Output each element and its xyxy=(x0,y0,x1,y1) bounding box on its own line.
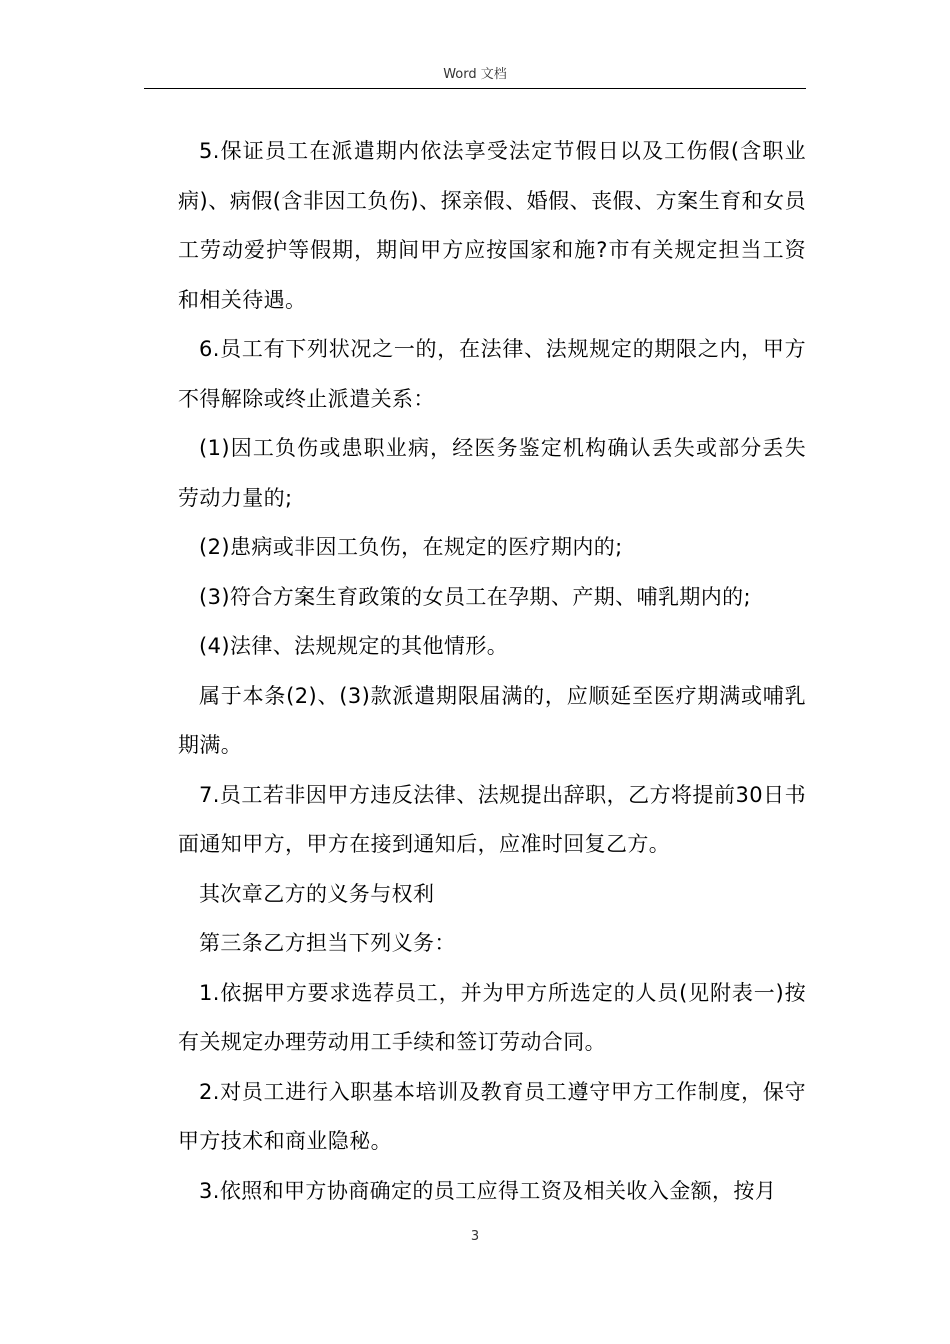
paragraph-clause-7: 7.员工若非因甲方违反法律、法规提出辞职，乙方将提前30日书面通知甲方，甲方在接到通知后，应准时回复乙方。 xyxy=(178,782,806,856)
paragraph-duty-1: 1.依据甲方要求选荐员工，并为甲方所选定的人员(见附表一)按有关规定办理劳动用工手续和签订劳动合同。 xyxy=(178,980,806,1054)
document-header-label: Word 文档 xyxy=(443,67,507,82)
paragraph-item-4: (4)法律、法规规定的其他情形。 xyxy=(199,634,509,658)
chapter-heading: 其次章乙方的义务与权利 xyxy=(199,881,435,906)
paragraph-duty-3: 3.依照和甲方协商确定的员工应得工资及相关收入金额，按月 xyxy=(199,1178,777,1203)
paragraph-item-2: (2)患病或非因工负伤，在规定的医疗期内的; xyxy=(199,535,623,559)
paragraph-clause-5: 5.保证员工在派遣期内依法享受法定节假日以及工伤假(含职业病)、病假(含非因工负伤)、探亲假、婚假、丧假、方案生育和女员工劳动爱护等假期，期间甲方应按国家和施?市有关规定担当工资和相关待遇。 xyxy=(178,139,806,312)
paragraph-duty-2: 2.对员工进行入职基本培训及教育员工遵守甲方工作制度，保守甲方技术和商业隐秘。 xyxy=(178,1079,806,1153)
paragraph-clause-6: 6.员工有下列状况之一的，在法律、法规规定的期限之内，甲方不得解除或终止派遣关系： xyxy=(178,337,806,411)
article-heading: 第三条乙方担当下列义务： xyxy=(199,931,456,955)
page-number: 3 xyxy=(470,1229,480,1244)
document-body xyxy=(178,127,806,1216)
paragraph-item-3: (3)符合方案生育政策的女员工在孕期、产期、哺乳期内的; xyxy=(199,584,752,609)
paragraph-extension-note: 属于本条(2)、(3)款派遣期限届满的，应顺延至医疗期满或哺乳期满。 xyxy=(178,683,806,757)
paragraph-item-1: (1)因工负伤或患职业病，经医务鉴定机构确认丢失或部分丢失劳动力量的; xyxy=(178,436,806,510)
header-divider xyxy=(144,88,806,89)
